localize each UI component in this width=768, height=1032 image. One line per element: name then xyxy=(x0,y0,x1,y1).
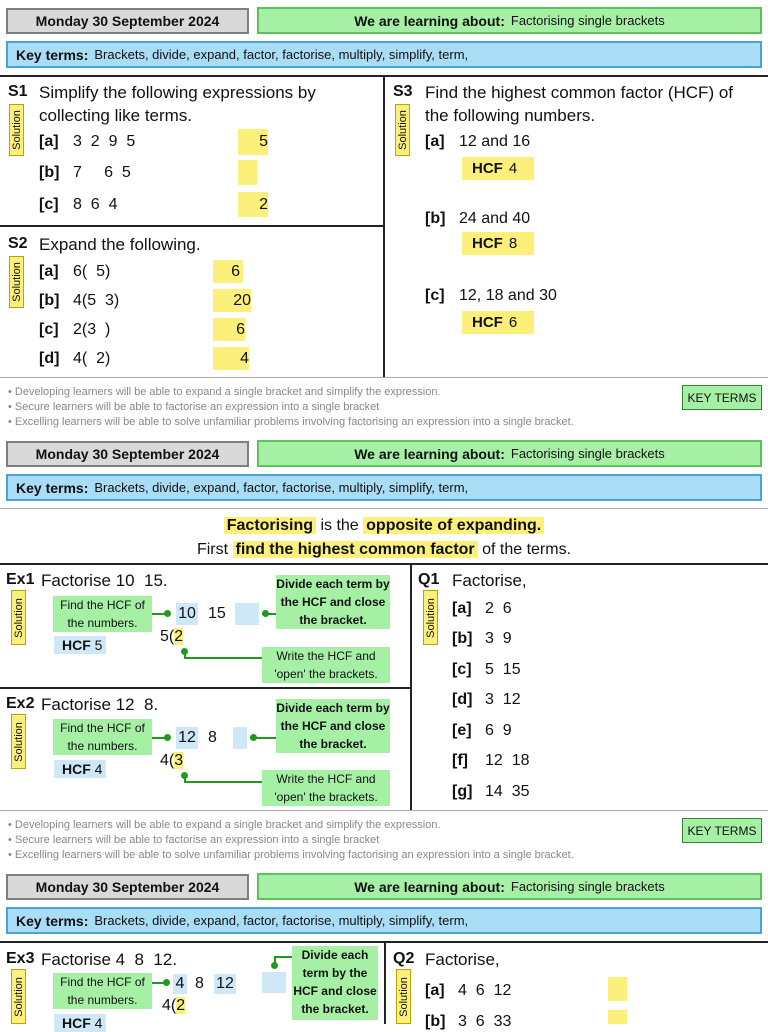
q1-item-text: 3 12 xyxy=(485,691,521,708)
arrow-line xyxy=(184,657,262,659)
key-terms-box: Key terms: Brackets, divide, expand, factor, factorise, multiply, simplify, term, xyxy=(6,907,762,934)
ex1-term: 15 xyxy=(208,605,226,622)
s3-label: S3 xyxy=(393,83,413,100)
divider xyxy=(0,508,768,509)
divider xyxy=(384,941,386,1024)
solution-tab[interactable]: Solution xyxy=(11,590,26,645)
write-hcf-note: Write the HCF and 'open' the brackets. xyxy=(262,647,390,683)
ex2-term: 8 xyxy=(208,729,217,746)
s3-c-label: [c] xyxy=(425,287,445,304)
s1-c-answer[interactable]: 2 xyxy=(238,192,268,217)
key-terms-label: Key terms: xyxy=(16,46,89,63)
s3-c-hcf[interactable]: HCF 6 xyxy=(462,311,534,334)
ex1-hcf: HCF 5 xyxy=(54,636,106,654)
s3-a-label: [a] xyxy=(425,133,445,150)
arrow-dot xyxy=(164,610,171,617)
arrow-dot xyxy=(163,979,170,986)
learning-box xyxy=(257,7,762,34)
learning-box: We are learning about: Factorising single brackets xyxy=(257,440,762,467)
s2-b-text: 4(5 3) xyxy=(73,292,120,309)
solution-tab[interactable]: Solution xyxy=(9,256,24,308)
s2-b-answer[interactable]: 20 xyxy=(213,289,251,312)
q2-label: Q2 xyxy=(393,950,415,967)
find-hcf-note: Find the HCF of the numbers. xyxy=(53,973,152,1009)
ex1-label: Ex1 xyxy=(6,571,35,588)
s2-d-label: [d] xyxy=(39,350,60,367)
s2-d-answer[interactable]: 4 xyxy=(213,347,249,370)
arrow-line xyxy=(184,781,262,783)
ex2-title: Factorise 12 8. xyxy=(41,695,159,714)
divider xyxy=(0,687,411,689)
date-box: Monday 30 September 2024 xyxy=(6,874,249,900)
s1-a-label: [a] xyxy=(39,133,59,150)
key-terms-button[interactable]: KEY TERMS xyxy=(682,818,762,843)
ex2-bracket: 4(3 xyxy=(160,752,184,769)
q2-answer-box[interactable] xyxy=(608,977,627,1001)
q1-item-text: 5 15 xyxy=(485,661,521,678)
divide-note: Divide each term by the HCF and close the bracket. xyxy=(292,946,378,1020)
write-hcf-note: Write the HCF and 'open' the brackets. xyxy=(262,770,390,806)
solution-tab[interactable]: Solution xyxy=(11,714,26,769)
s3-b-label: [b] xyxy=(425,210,446,227)
key-terms-button[interactable]: KEY TERMS xyxy=(682,385,762,410)
q2-item-label: [a] xyxy=(425,982,445,999)
divider xyxy=(0,563,768,565)
q1-item-text: 2 6 xyxy=(485,600,512,617)
s2-a-label: [a] xyxy=(39,263,59,280)
ex3-label: Ex3 xyxy=(6,950,35,967)
q1-title: Factorise, xyxy=(452,571,527,590)
q2-answer-box[interactable] xyxy=(608,1010,627,1024)
s1-c-label: [c] xyxy=(39,196,59,213)
objective: • Secure learners will be able to factorise an expression into a single bracket xyxy=(8,834,380,846)
s1-c-text: 8 6 4 xyxy=(73,196,118,213)
q1-label: Q1 xyxy=(418,571,440,588)
ex2-hcf: HCF 4 xyxy=(54,760,106,778)
ex1-term: 10 xyxy=(176,603,198,625)
s1-b-answer[interactable] xyxy=(238,160,257,185)
q2-item-text: 4 6 12 xyxy=(458,982,512,999)
s1-a-answer[interactable]: 5 xyxy=(238,129,268,155)
s3-c-text: 12, 18 and 30 xyxy=(459,287,557,304)
ex3-result-box[interactable] xyxy=(262,972,286,993)
q1-item-label: [f] xyxy=(452,752,468,769)
solution-tab[interactable]: Solution xyxy=(423,590,438,645)
q1-item-label: [g] xyxy=(452,783,473,800)
ex3-term: 4 xyxy=(173,974,187,994)
arrow-dot xyxy=(262,610,269,617)
s3-a-text: 12 and 16 xyxy=(459,133,531,150)
ex1-title: Factorise 10 15. xyxy=(41,571,168,590)
intro-line-2: First find the highest common factor of the terms. xyxy=(196,541,572,558)
q1-item-label: [c] xyxy=(452,661,472,678)
ex2-result-box[interactable] xyxy=(233,727,247,749)
q1-item-label: [a] xyxy=(452,600,472,617)
learning-box: We are learning about: Factorising single brackets xyxy=(257,873,762,900)
s2-label: S2 xyxy=(8,235,28,252)
ex2-term: 12 xyxy=(176,727,198,749)
key-terms-box: Key terms: Brackets, divide, expand, factor, factorise, multiply, simplify, term, xyxy=(6,474,762,501)
s1-label: S1 xyxy=(8,83,28,100)
objective: • Developing learners will be able to expand a single bracket and simplify the expression. xyxy=(8,386,441,398)
s2-c-text: 2(3 ) xyxy=(73,321,111,338)
arrow-dot xyxy=(164,734,171,741)
s1-b-label: [b] xyxy=(39,164,60,181)
q2-item-text: 3 6 33 xyxy=(458,1013,512,1030)
s1-title: Simplify the following expressions by collecting like terms. xyxy=(39,83,316,125)
solution-tab[interactable]: Solution xyxy=(396,969,411,1024)
ex3-term: 12 xyxy=(214,974,236,994)
key-terms-text: Brackets, divide, expand, factor, factorise, multiply, simplify, term, xyxy=(94,47,469,62)
q2-title: Factorise, xyxy=(425,950,500,969)
s3-b-text: 24 and 40 xyxy=(459,210,531,227)
q1-item-text: 3 9 xyxy=(485,630,512,647)
s1-b-text: 7 6 5 xyxy=(73,164,131,181)
q1-item-label: [e] xyxy=(452,722,472,739)
arrow-line xyxy=(274,956,292,958)
s3-title: Find the highest common factor (HCF) of the following numbers. xyxy=(425,83,734,125)
s2-d-text: 4( 2) xyxy=(73,350,111,367)
date-text: Monday 30 September 2024 xyxy=(35,13,220,29)
find-hcf-note: Find the HCF of the numbers. xyxy=(53,596,152,632)
s2-a-answer[interactable]: 6 xyxy=(213,260,243,283)
s2-title: Expand the following. xyxy=(39,235,201,254)
ex3-hcf: HCF 4 xyxy=(54,1014,106,1032)
divide-note: Divide each term by the HCF and close the bracket. xyxy=(276,701,390,751)
objective: • Secure learners will be able to factorise an expression into a single bracket xyxy=(8,401,380,413)
ex3-title: Factorise 4 8 12. xyxy=(41,950,178,969)
objective: • Developing learners will be able to expand a single bracket and simplify the expression. xyxy=(8,819,441,831)
s1-a-text: 3 2 9 5 xyxy=(73,133,136,150)
s3-a-hcf[interactable]: HCF 4 xyxy=(462,157,534,180)
divide-note: Divide each term by the HCF and close the bracket. xyxy=(276,577,390,627)
solution-tab[interactable]: Solution xyxy=(395,104,410,156)
ex3-term: 8 xyxy=(195,975,204,992)
learning-label: We are learning about: xyxy=(354,12,505,29)
key-terms-box xyxy=(6,41,762,68)
objective: • Excelling learners will be able to solve unfamiliar problems involving factorising an expression into a single bracket. xyxy=(8,849,574,861)
ex1-result-box[interactable] xyxy=(235,603,259,625)
ex1-bracket: 5(2 xyxy=(160,628,184,645)
q1-item-label: [d] xyxy=(452,691,473,708)
s3-b-hcf[interactable]: HCF 8 xyxy=(462,232,534,255)
q1-item-text: 6 9 xyxy=(485,722,512,739)
q1-item-label: [b] xyxy=(452,630,473,647)
s2-c-label: [c] xyxy=(39,321,59,338)
s2-b-label: [b] xyxy=(39,292,60,309)
s2-a-text: 6( 5) xyxy=(73,263,111,280)
objective: • Excelling learners will be able to solve unfamiliar problems involving factorising an expression into a single bracket. xyxy=(8,416,574,428)
arrow-dot xyxy=(250,734,257,741)
date-box xyxy=(6,8,249,34)
divider xyxy=(0,377,768,378)
s2-c-answer[interactable]: 6 xyxy=(213,318,245,341)
date-box: Monday 30 September 2024 xyxy=(6,441,249,467)
divider xyxy=(0,810,768,811)
intro-line-1: Factorising is the opposite of expanding. xyxy=(0,514,768,538)
q2-item-label: [b] xyxy=(425,1013,446,1030)
solution-tab[interactable]: Solution xyxy=(9,104,24,156)
ex3-bracket: 4(2 xyxy=(162,997,186,1014)
q1-item-text: 14 35 xyxy=(485,783,530,800)
divider xyxy=(0,225,384,227)
find-hcf-note: Find the HCF of the numbers. xyxy=(53,719,152,755)
ex2-label: Ex2 xyxy=(6,695,35,712)
q1-item-text: 12 18 xyxy=(485,752,530,769)
learning-topic: Factorising single brackets xyxy=(510,13,665,28)
solution-tab[interactable]: Solution xyxy=(11,969,26,1024)
